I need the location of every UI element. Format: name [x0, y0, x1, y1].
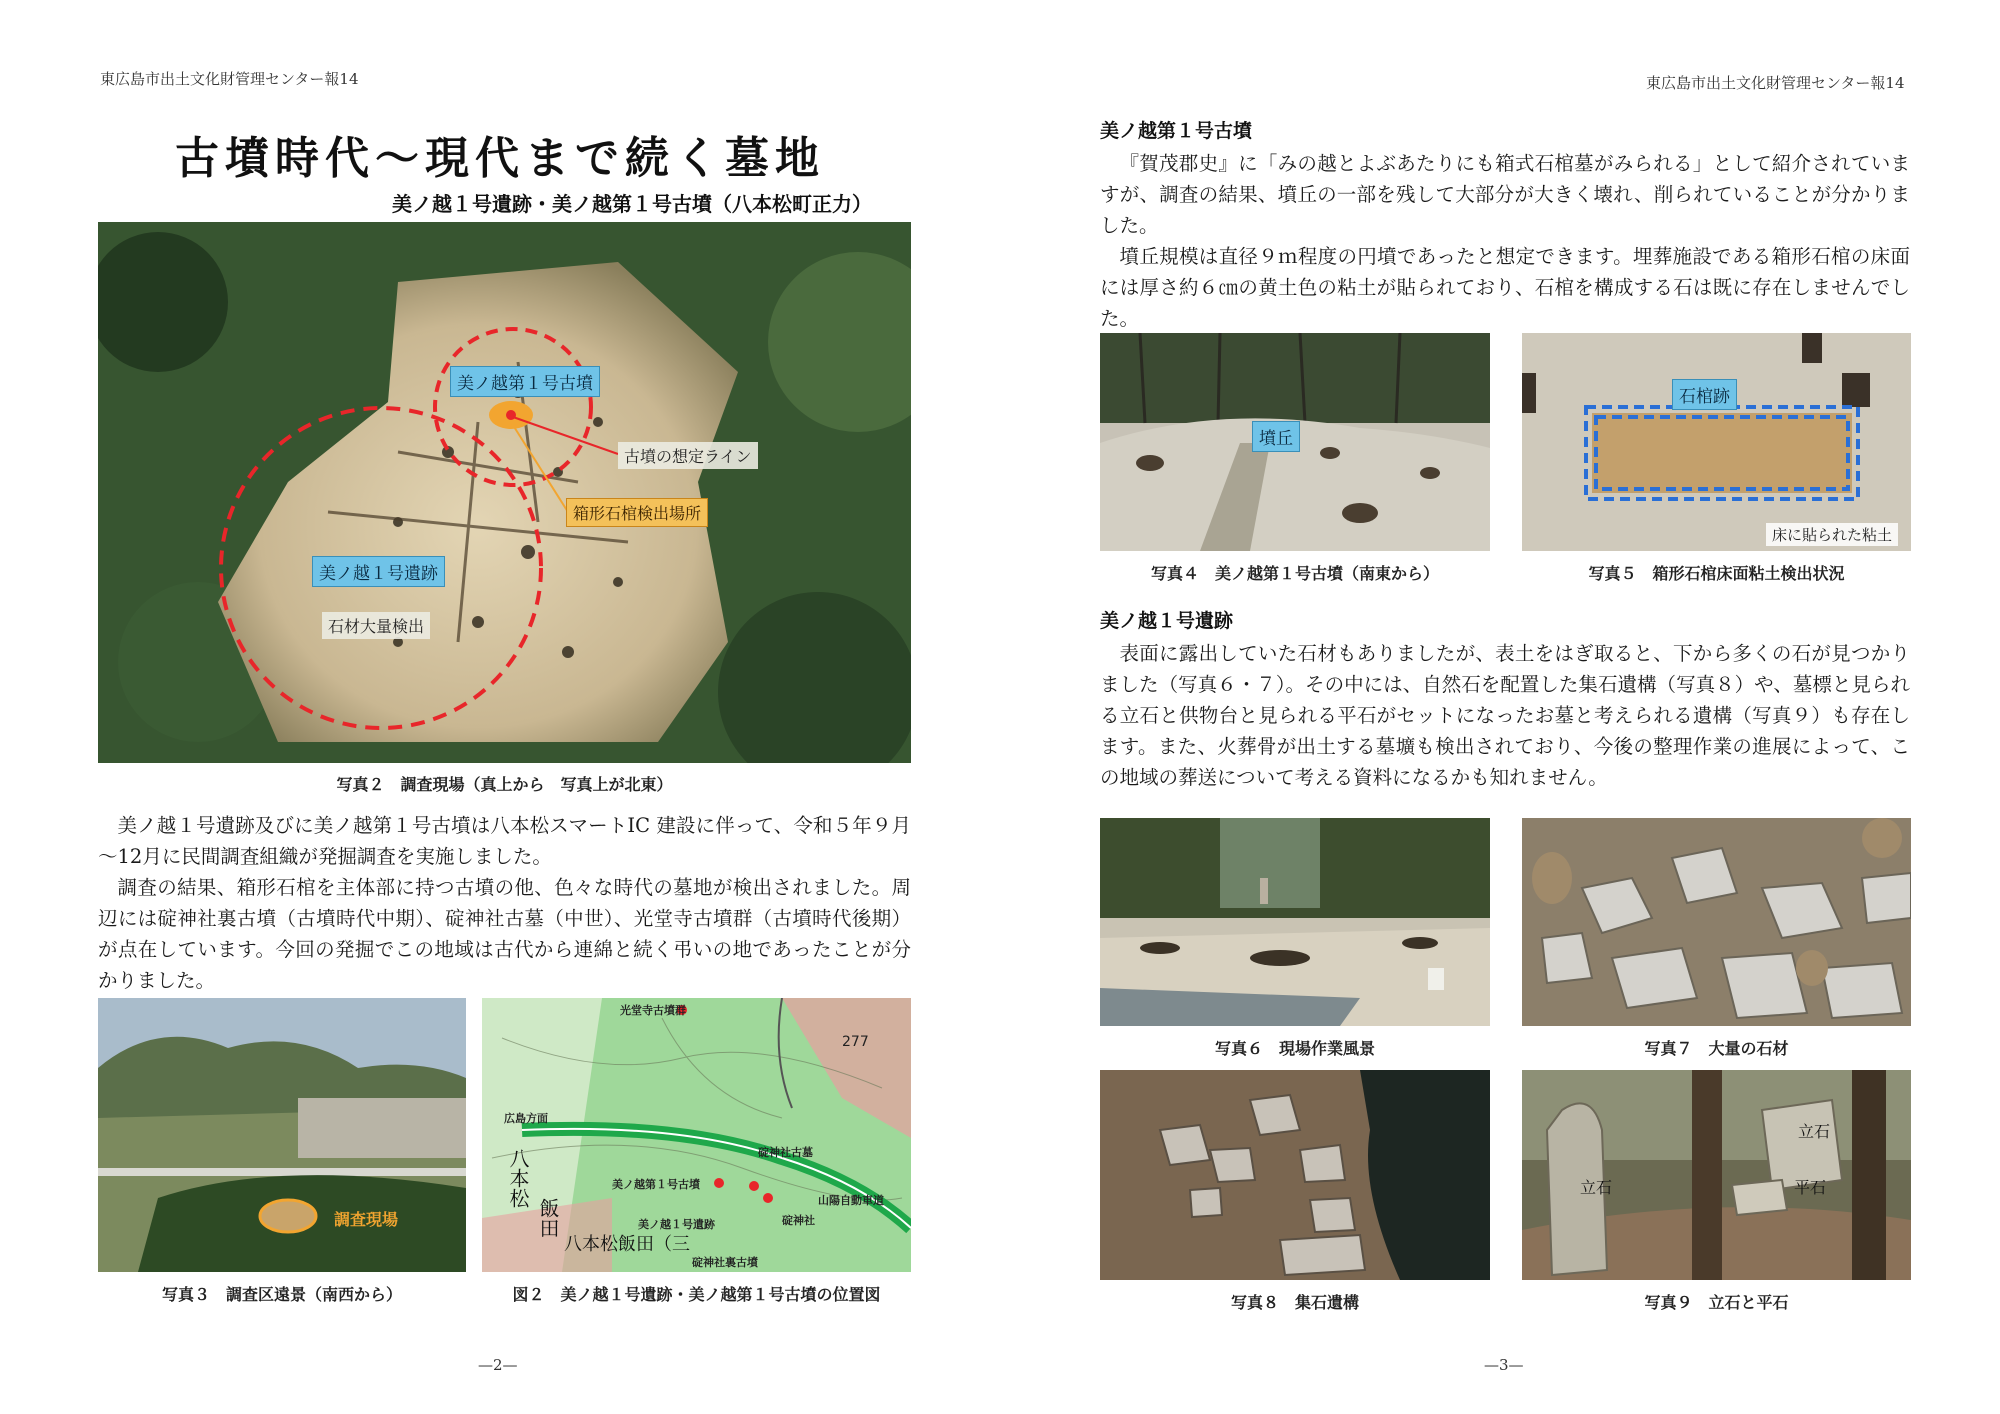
label-kofun: 美ノ越第１号古墳 [450, 366, 600, 397]
map-label-sanyo: 山陽自動車道 [818, 1194, 884, 1207]
section1-heading: 美ノ越第１号古墳 [1100, 120, 1253, 142]
label-stones: 石材大量検出 [322, 612, 430, 639]
label-mound: 墳丘 [1252, 421, 1300, 452]
photo3-caption: 写真３ 調査区遠景（南西から） [161, 1285, 402, 1304]
page-number-left: —2— [478, 1356, 518, 1374]
map-label-hiroshima: 広島方面 [504, 1112, 548, 1125]
left-body [98, 810, 911, 996]
label-standing-stone-a: 立石 [1580, 1178, 1613, 1197]
map-label-iida: 飯田 [536, 1198, 560, 1238]
section2-para-1: 表面に露出していた石材もありましたが、表土をはぎ取ると、下から多くの石が見つかりました（写真６・７）。その中には、自然石を配置した集石遺構（写真８）や、墓標と見られる立石と供物台と見られる平石がセットになったお墓と考えられる遺構（写真９）も存在します。また、火葬骨が出土する墓壙も検出されており、今後の整理作業の進展によって、この地域の葬送について考える資料になるかも知れません。 [1100, 642, 1910, 789]
photo4-caption: 写真４ 美ノ越第１号古墳（南東から） [1150, 564, 1439, 583]
section2-heading: 美ノ越１号遺跡 [1100, 610, 1234, 632]
photo8-caption: 写真８ 集石遺構 [1230, 1293, 1359, 1312]
section1-para-2: 墳丘規模は直径９ｍ程度の円墳であったと想定できます。埋葬施設である箱形石棺の床面には厚さ約６㎝の黄土色の粘土が貼られており、石棺を構成する石は既に存在しませんでした。 [1100, 245, 1910, 330]
label-standing-stone-b: 立石 [1798, 1122, 1831, 1141]
label-line: 古墳の想定ライン [618, 442, 758, 469]
label-coffin: 箱形石棺検出場所 [566, 498, 708, 527]
label-flat-stone: 平石 [1794, 1178, 1827, 1197]
standing-stones-photo [1522, 1070, 1911, 1280]
label-site: 美ノ越１号遺跡 [312, 556, 445, 587]
label-coffin-trace: 石棺跡 [1672, 379, 1737, 410]
header-left: 東広島市出土文化財管理センター報14 [100, 70, 359, 88]
header-right: 東広島市出土文化財管理センター報14 [1646, 74, 1905, 92]
location-map [482, 998, 911, 1272]
section1-body [1100, 148, 1910, 334]
distant-view-photo [98, 998, 466, 1272]
work-scene-photo [1100, 818, 1490, 1026]
map-label-iida-full: 八本松飯田（三 [564, 1234, 690, 1255]
section2-body [1100, 638, 1910, 793]
map-label-site1: 美ノ越１号遺跡 [638, 1218, 715, 1231]
label-clay: 床に貼られた粘土 [1766, 523, 1898, 546]
label-site-distant: 調査現場 [334, 1210, 399, 1229]
page-number-right: —3— [1484, 1356, 1524, 1374]
photo5-caption: 写真５ 箱形石棺床面粘土検出状況 [1588, 564, 1845, 583]
map-label-hachihon: 八本松 [506, 1148, 530, 1208]
map-label-ikari: 碇神社 [782, 1214, 815, 1227]
mound-photo [1100, 333, 1490, 551]
page-title: 古墳時代～現代まで続く墓地 [175, 133, 825, 184]
photo9-caption: 写真９ 立石と平石 [1644, 1293, 1789, 1312]
aerial-photo [98, 222, 911, 763]
coffin-photo [1522, 333, 1911, 551]
photo6-caption: 写真６ 現場作業風景 [1214, 1039, 1375, 1058]
photo7-caption: 写真７ 大量の石材 [1644, 1039, 1789, 1058]
map-label-ikari-kobo: 碇神社古墓 [758, 1146, 813, 1159]
stones-photo [1522, 818, 1911, 1026]
map-label-ikari-ura: 碇神社裏古墳 [692, 1256, 758, 1269]
stone-cluster-photo [1100, 1070, 1490, 1280]
map-label-koudouji: 光堂寺古墳群 [620, 1004, 686, 1017]
left-body-para-2: 調査の結果、箱形石棺を主体部に持つ古墳の他、色々な時代の墓地が検出されました。周辺には碇神社裏古墳（古墳時代中期）、碇神社古墓（中世）、光堂寺古墳群（古墳時代後期）が点在しています。今回の発掘でこの地域は古代から連綿と続く弔いの地であったことが分かりました。 [98, 876, 911, 992]
left-body-para-1: 美ノ越１号遺跡及びに美ノ越第１号古墳は八本松スマートIC 建設に伴って、令和５年９月～12月に民間調査組織が発掘調査を実施しました。 [98, 814, 911, 868]
photo2-caption: 写真２ 調査現場（真上から 写真上が北東） [336, 775, 673, 794]
page-subtitle: 美ノ越１号遺跡・美ノ越第１号古墳（八本松町正力） [392, 192, 872, 216]
map-caption: 図２ 美ノ越１号遺跡・美ノ越第１号古墳の位置図 [512, 1285, 881, 1304]
map-label-route: 277 [842, 1034, 869, 1050]
section1-para-1: 『賀茂郡史』に「みの越とよぶあたりにも箱式石棺墓がみられる」として紹介されていますが、調査の結果、墳丘の一部を残して大部分が大きく壊れ、削られていることが分かりました。 [1100, 152, 1910, 237]
map-label-kofun1: 美ノ越第１号古墳 [612, 1178, 700, 1191]
